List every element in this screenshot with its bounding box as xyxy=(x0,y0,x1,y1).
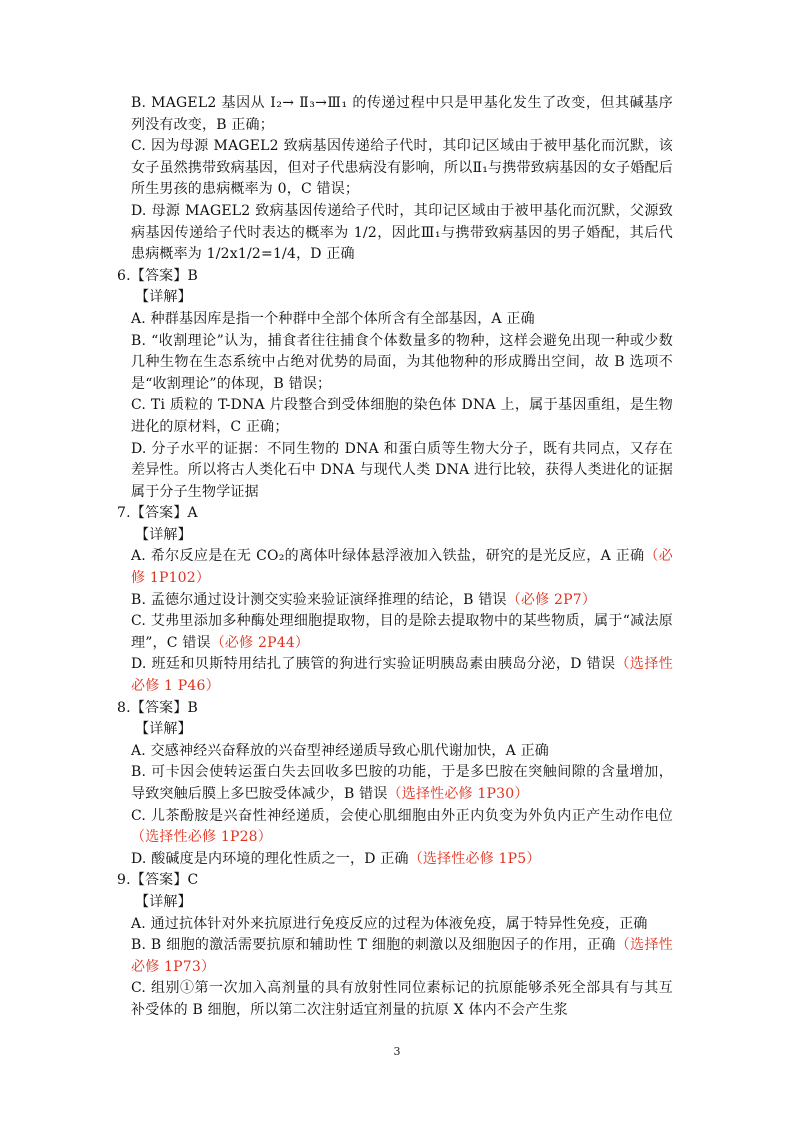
paragraph xyxy=(131,762,673,805)
question-answer-heading xyxy=(117,870,673,892)
text-segment: C. 艾弗里添加多种酶处理细胞提取物，目的是除去提取物中的某些物质，属于“减法原理”，C 错误 xyxy=(131,613,673,651)
text-segment: D. 母源 MAGEL2 致病基因传递给子代时，其印记区域由于被甲基化而沉默，父源致病基因传递给子代时表达的概率为 1/2，因此Ⅲ₁与携带致病基因的男子婚配，其后代患病概率为 1/2x1/2=1/4，D 正确 xyxy=(131,202,673,263)
textbook-reference: （必修 1P102） xyxy=(131,548,673,587)
text-segment: 6.【答案】B xyxy=(117,267,199,284)
page-number: 3 xyxy=(393,1045,401,1058)
textbook-reference: （必修 2P44） xyxy=(210,634,310,651)
paragraph xyxy=(131,439,673,504)
textbook-reference: （选择性必修 1P30） xyxy=(387,786,529,802)
text-segment: C. Ti 质粒的 T-DNA 片段整合到受体细胞的染色体 DNA 上，属于基因重组，是生物进化的原材料，C 正确； xyxy=(131,397,673,435)
detail-heading xyxy=(135,719,673,741)
paragraph xyxy=(131,741,673,763)
textbook-reference: （必修 2P7） xyxy=(506,591,597,608)
text-segment: 9.【答案】C xyxy=(117,872,199,889)
paragraph xyxy=(131,914,673,936)
textbook-reference: （选择性必修 1P28） xyxy=(131,829,272,846)
detail-heading xyxy=(135,525,673,547)
text-segment: B. MAGEL2 基因从 Ⅰ₂→ Ⅱ₃→Ⅲ₁ 的传递过程中只是甲基化发生了改变，但其碱基序列没有改变，B 正确； xyxy=(131,95,673,133)
detail-heading xyxy=(135,892,673,914)
paragraph xyxy=(131,136,673,201)
paragraph xyxy=(131,93,673,136)
text-segment: B. 可卡因会使转运蛋白失去回收多巴胺的功能，于是多巴胺在突触间隙的含量增加，导致突触后膜上多巴胺受体减少，B 错误 xyxy=(131,764,673,802)
paragraph xyxy=(131,935,673,978)
paragraph xyxy=(131,590,673,612)
text-segment: A. 希尔反应是在无 CO₂的离体叶绿体悬浮液加入铁盐，研究的是光反应，A 正确 xyxy=(131,548,645,565)
paragraph xyxy=(131,309,673,331)
textbook-reference: （选择性必修 1P73） xyxy=(131,937,673,975)
answer-explanations xyxy=(117,93,673,1022)
text-segment: 【详解】 xyxy=(135,289,192,306)
detail-heading xyxy=(135,287,673,309)
question-answer-heading xyxy=(117,698,673,720)
text-segment: 【详解】 xyxy=(135,721,192,738)
text-segment: C. 儿茶酚胺是兴奋性神经递质，会使心肌细胞由外正内负变为外负内正产生动作电位 xyxy=(131,807,673,824)
paragraph xyxy=(131,201,673,266)
paragraph xyxy=(131,849,673,871)
paragraph xyxy=(131,978,673,1021)
text-segment: B. 孟德尔通过设计测交实验来验证演绎推理的结论，B 错误 xyxy=(131,591,507,608)
text-segment: D. 酸碱度是内环境的理化性质之一，D 正确 xyxy=(131,850,409,867)
text-segment: B. “收割理论”认为，捕食者往往捕食个体数量多的物种，这样会避免出现一种或少数几种生物在生态系统中占绝对优势的局面，为其他物种的形成腾出空间，故 B 选项不是“收割理论”的体现，B 错误； xyxy=(131,332,673,392)
paragraph xyxy=(131,395,673,438)
question-answer-heading xyxy=(117,503,673,525)
paragraph xyxy=(131,546,673,589)
text-segment: B. B 细胞的激活需要抗原和辅助性 T 细胞的刺激以及细胞因子的作用，正确 xyxy=(131,937,616,954)
text-segment: A. 通过抗体针对外来抗原进行免疫反应的过程为体液免疫，属于特异性免疫，正确 xyxy=(131,915,648,932)
paragraph xyxy=(131,806,673,849)
text-segment: 7.【答案】A xyxy=(117,505,198,522)
text-segment: C. 因为母源 MAGEL2 致病基因传递给子代时，其印记区域由于被甲基化而沉默，该女子虽然携带致病基因，但对子代患病没有影响，所以Ⅱ₁与携带致病基因的女子婚配后所生男孩的患病概率为 0，C 错误； xyxy=(131,138,673,198)
textbook-reference: （选择性必修 1P5） xyxy=(408,850,541,867)
text-segment: D. 分子水平的证据：不同生物的 DNA 和蛋白质等生物大分子，既有共同点，又存在差异性。所以将古人类化石中 DNA 与现代人类 DNA 进行比较，获得人类进化的证据属于分子生物学证据 xyxy=(131,440,673,500)
textbook-reference: （选择性必修 1 P46） xyxy=(131,656,673,695)
text-segment: A. 交感神经兴奋释放的兴奋型神经递质导致心肌代谢加快，A 正确 xyxy=(131,742,549,759)
text-segment: C. 组别①第一次加入高剂量的具有放射性同位素标记的抗原能够杀死全部具有与其互补受体的 B 细胞，所以第二次注射适宜剂量的抗原 X 体内不会产生浆 xyxy=(131,980,673,1018)
paragraph xyxy=(131,331,673,396)
text-segment: 【详解】 xyxy=(135,893,192,910)
text-segment: 8.【答案】B xyxy=(117,699,199,716)
paragraph xyxy=(131,654,673,697)
text-segment: D. 班廷和贝斯特用结扎了胰管的狗进行实验证明胰岛素由胰岛分泌，D 错误 xyxy=(131,656,616,673)
paragraph xyxy=(131,611,673,654)
question-answer-heading xyxy=(117,266,673,288)
text-segment: A. 种群基因库是指一个种群中全部个体所含有全部基因，A 正确 xyxy=(131,310,535,327)
text-segment: 【详解】 xyxy=(135,526,192,543)
